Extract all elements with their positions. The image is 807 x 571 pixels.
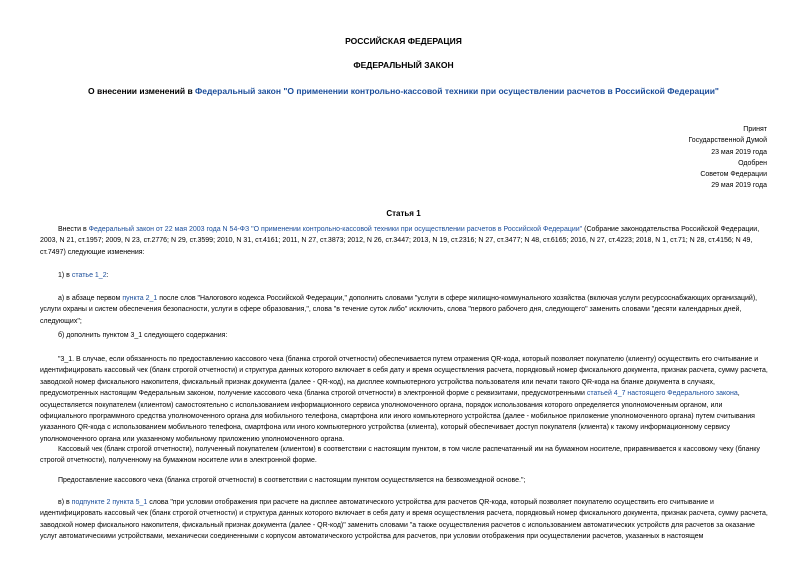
point-3-1-end: , осуществляется покупателем (клиентом) самостоятельно с использованием информационного сервиса уполномоченного органа, порядок использования которого определяется уполномоченным органом, или официального программного средства уполномоченного органа для мобильного телефона, смартфона или иного компьютерного устройства (далее - мобильное приложение уполномоченного органа) путем считывания указанного QR-кода с использованием мобильного телефона, смартфона или иного компьютерного устройства (клиента), который обеспечивает доступ покупателя (клиента) к такому информационному сервису уполномоченного органа или указанному мобильному приложению уполномоченного органа. xyxy=(40,390,755,443)
adoption-block xyxy=(688,124,767,192)
subitem-v-start: в) в xyxy=(58,499,72,506)
approved-by-federation-council: Советом Федерации xyxy=(700,171,767,179)
country-heading: РОССИЙСКАЯ ФЕДЕРАЦИЯ xyxy=(345,36,462,46)
adopted-date: 23 мая 2019 года xyxy=(711,148,767,156)
intro-paragraph xyxy=(40,224,768,258)
point-2-1-link[interactable]: пункта 2_1 xyxy=(122,295,158,302)
subitem-a-start: а) в абзаце первом xyxy=(58,295,123,302)
document-title-prefix: О внесении изменений в xyxy=(88,86,196,96)
law-54fz-link[interactable]: Федеральный закон от 22 мая 2003 года N 54-ФЗ "О применении контрольно-кассовой техники при осуществлении расчетов в Российской Федерации" xyxy=(88,226,583,233)
point-3-1-paragraph xyxy=(40,354,768,445)
article-1-2-link[interactable]: статье 1_2 xyxy=(71,272,107,279)
point-3-1-start: "3_1. В случае, если обязанность по предоставлению кассового чека (бланка строгой отчетности) обеспечивается путем отражения QR-кода, который позволяет покупателю (клиенту) осуществить его считывание и идентифицировать кассовый чек (бланк строгой отчетности) и структура данных которого включает в себя дату и время осуществления расчета, порядковый номер фискального документа, признак расчета, сумму расчета, заводской номер фискального накопителя, фискальный признак документа (далее - QR-код), на дисплее компьютерного устройства пользователя или печати такого QR-кода на бланке документа в случаях, предусмотренных настоящим Федеральным законом, получение кассового чека (бланка строгой отчетности) в электронной форме с реквизитами, предусмотренными xyxy=(40,356,768,398)
item-1-prefix: 1) в xyxy=(58,272,72,279)
subitem-a-paragraph xyxy=(40,293,768,327)
approved-label: Одобрен xyxy=(738,159,767,167)
subitem-b-paragraph: б) дополнить пунктом 3_1 следующего содержания: xyxy=(58,332,228,339)
intro-text-start: Внести в xyxy=(58,226,89,233)
item-1-paragraph xyxy=(40,270,768,281)
adopted-by-duma: Государственной Думой xyxy=(688,137,767,145)
amended-law-title-link[interactable]: Федеральный закон "О применении контрольно-кассовой техники при осуществлении расчетов в Российской Федерации" xyxy=(195,86,719,96)
subitem-v-end: слова "при условии отображения при расчете на дисплее автоматического устройства для расчетов QR-кода, который позволяет покупателю осуществить его считывание и идентифицировать кассовый чек (бланк строгой отчетности) и структура данных которого включает в себя дату и время осуществления расчета, порядковый номер фискального документа, признак расчета, сумму расчета, заводской номер фискального накопителя, фискальный признак документа (далее - QR-код)" заменить словами "а также осуществления расчетов с использованием автоматических устройств для расчетов за оказание услуг автоматическими устройствами, механически соединенными с корпусом автоматического устройства для расчетов, при условии отображения при осуществлении расчетов, указанных в настоящем xyxy=(40,499,768,541)
law-type-heading: ФЕДЕРАЛЬНЫЙ ЗАКОН xyxy=(353,60,454,70)
article-4-7-link[interactable]: статьей 4_7 настоящего Федерального закона xyxy=(586,390,738,398)
subitem-v-paragraph xyxy=(40,497,768,543)
cash-receipt-paragraph: Кассовый чек (бланк строгой отчетности), полученный покупателем (клиентом) в соответствии с настоящим пунктом, в том числе распечатанный им на бумажном носителе, приравнивается к кассовому чеку (бланку строгой отчетности), полученному на бумажном носителе или в электронной форме. xyxy=(40,446,760,465)
intro-text-end: (Собрание законодательства Российской Федерации, 2003, N 21, ст.1957; 2009, N 23, ст.2776; N 29, ст.3599; 2010, N 31, ст.4161; 2011, N 27, ст.3873; 2012, N 26, ст.3447; 2013, N 19, ст.2316; N 27, ст.3477; N 48, ст.6165; 2016, N 27, ст.4223; 2018, N 1, ст.71; N 28, ст.4156; N 49, ст.7497) следующие изменения: xyxy=(40,226,760,256)
adopted-label: Принят xyxy=(743,126,767,133)
article-title: Статья 1 xyxy=(386,209,421,218)
subpoint-2-point-5-1-link[interactable]: подпункте 2 пункта 5_1 xyxy=(71,499,148,506)
document-title xyxy=(0,86,807,96)
free-of-charge-paragraph: Предоставление кассового чека (бланка строгой отчетности) в соответствии с настоящим пунктом осуществляется на безвозмездной основе."; xyxy=(58,477,526,484)
approved-date: 29 мая 2019 года xyxy=(711,182,767,190)
subitem-a-end: после слов "Налогового кодекса Российской Федерации," дополнить словами "услуги в сфере жилищно-коммунального хозяйства (включая услуги ресурсоснабжающих организаций), услуги охраны и систем обеспечения безопасности, услуги в сфере образования,", слова "в течение суток либо" исключить, слова "первого рабочего дня, следующего" заменить словами "десяти календарных дней, следующих"; xyxy=(40,295,758,325)
item-1-suffix: : xyxy=(106,272,109,279)
